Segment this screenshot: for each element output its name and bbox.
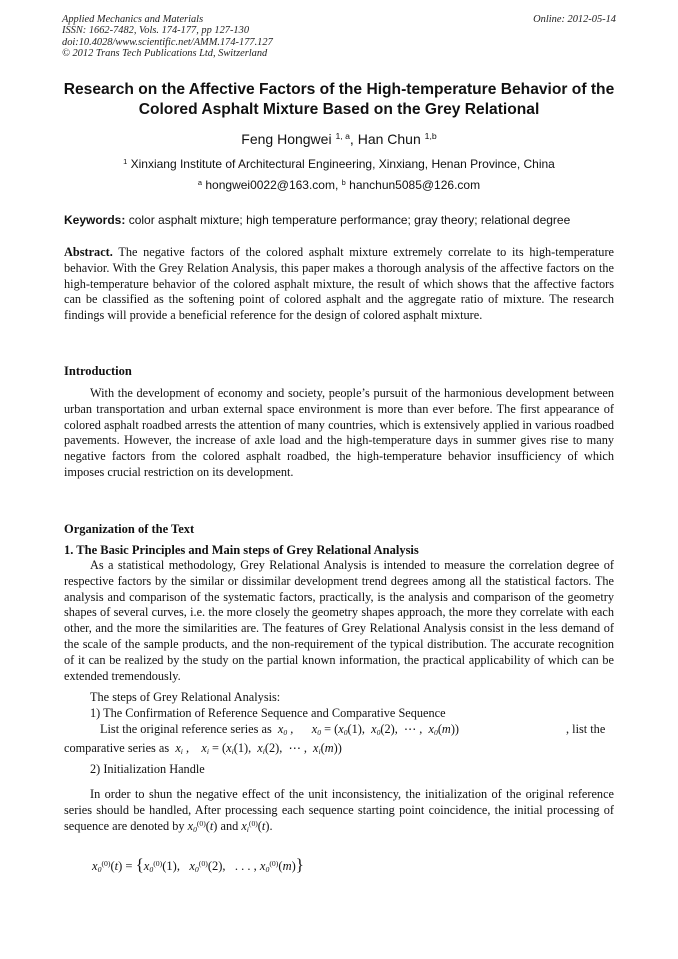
- section-1-heading: 1. The Basic Principles and Main steps of Grey Relational Analysis: [64, 543, 419, 557]
- introduction-text: With the development of economy and society, people’s pursuit of the harmonious development between urban transportation and urban external space environment is more than ever before. The first appearance of colored asphalt roadbed arrests the attention of many countries, which is extensively applied in various roadbed pavements. However, the increase of axle load and the high-temperature days in summer gives rise to many negative factors from the colored asphalt roadbed, the high-temperature behavior insufficiency of which imposes crucial restriction on its development.: [64, 386, 614, 479]
- abstract-label: Abstract.: [64, 245, 113, 259]
- affiliation-text: Xinxiang Institute of Architectural Engineering, Xinxiang, Henan Province, China: [130, 157, 555, 171]
- affiliation: [0, 157, 678, 172]
- online-date: Online: 2012-05-14: [533, 14, 616, 25]
- author-2: Han Chun: [357, 131, 421, 147]
- list-reference-text: List the original reference series as: [100, 722, 272, 736]
- copyright-line: © 2012 Trans Tech Publications Ltd, Switzerland: [62, 47, 268, 59]
- step-1-heading: 1) The Confirmation of Reference Sequence and Comparative Sequence: [90, 706, 446, 720]
- email-b: hanchun5085@126.com: [349, 178, 481, 192]
- abstract-text: The negative factors of the colored asphalt mixture extremely correlate to its high-temperature behavior. With the Grey Relation Analysis, this paper makes a thorough analysis of the affective factors on the high-temperature behavior of the colored asphalt mixture, the result of which shows that the affective factors can be classified as the softening point of colored asphalt and the aggregate ratio of mixture. The research findings will provide a beneficial reference for the design of colored asphalt mixture.: [64, 245, 614, 323]
- keywords-label: Keywords:: [64, 213, 126, 227]
- comparative-series-line: [64, 741, 342, 757]
- comparative-text: comparative series as: [64, 741, 170, 755]
- author-1: Feng Hongwei: [241, 131, 332, 147]
- email-a: hongwei0022@163.com,: [205, 178, 339, 192]
- x0-initial-symbol: $x_0^{(0)}(t)$: [187, 818, 218, 834]
- list-the-tail: , list the: [566, 722, 606, 736]
- step-2-heading: 2) Initialization Handle: [90, 762, 205, 776]
- email-a-marker: a: [197, 177, 203, 187]
- running-header: [62, 14, 616, 59]
- paper-title: Research on the Affective Factors of the High-temperature Behavior of the Colored Asphalt Mixture Based on the Grey Relational: [63, 81, 615, 118]
- authors-line: [0, 130, 678, 148]
- initialization-paragraph: In order to shun the negative effect of the unit inconsistency, the initialization of the original reference series should be handled, After processing each sequence starting point coincidence, the initial processing of sequence are denoted by $x_0^{(0)}(t)$ and $x_i^{(0)}(t)$.: [64, 787, 614, 834]
- xi-initial-symbol: $x_i^{(0)}(t)$: [241, 818, 270, 834]
- author-2-affil: 1,b: [424, 131, 437, 142]
- x0-symbol: $x_0$ , $x_0 = (x_0(1)$, $x_0(2)$, ⋯ , $x_0(m)$): [274, 722, 460, 737]
- email-b-marker: b: [341, 177, 346, 187]
- reference-series-line: [100, 722, 459, 738]
- author-1-affil: 1, a: [335, 131, 350, 142]
- emails-line: [0, 178, 678, 193]
- author-separator: ,: [349, 131, 358, 147]
- introduction-heading: Introduction: [64, 364, 132, 378]
- initialization-text: In order to shun the negative effect of the unit inconsistency, the initialization of the original reference series should be handled, After processing each sequence starting point coincidence, the initial processing of sequence are denoted by: [64, 787, 614, 833]
- section-1-paragraph: As a statistical methodology, Grey Relational Analysis is intended to measure the correlation degree of respective factors by the similar or dissimilar development trend degrees among all the statistical factors. The analysis and comparison of the systematic factors, practically, is the analysis and comparison of the geometry shapes of several curves, i.e. the more closely the geometry shapes approach, the more they correlate with each other, and the more the similarities are. The features of Grey Relational Analysis consist in the less demand of the scale of the sample products, and the non-requirement of the typical distribution. The accurate recognition of it can be realized by the study on the partial known information, the practical applicability of which can be extended tremendously.: [64, 558, 614, 683]
- issn-line: ISSN: 1662-7482, Vols. 174-177, pp 127-130: [62, 25, 250, 37]
- keywords-text: color asphalt mixture; high temperature performance; gray theory; relational degree: [128, 213, 571, 227]
- organization-heading: Organization of the Text: [64, 522, 195, 536]
- steps-intro: The steps of Grey Relational Analysis:: [90, 690, 281, 704]
- and-word: and: [220, 818, 239, 833]
- affiliation-marker: 1: [123, 156, 128, 166]
- xi-symbol: $x_i$ , $x_i = (x_i(1)$, $x_i(2)$, ⋯ , $x_i(m)$): [172, 741, 342, 756]
- doi-line: doi:10.4028/www.scientific.net/AMM.174-177.127: [62, 36, 273, 48]
- initialization-equation: $x_0^{(0)}(t) = \{x_0^{(0)}(1)$, $x_0^{(0)}(2)$, . . . , $x_0^{(0)}(m)$}: [92, 855, 304, 874]
- abstract: [64, 245, 614, 324]
- journal-name: Applied Mechanics and Materials: [62, 14, 204, 25]
- keywords: [64, 213, 616, 228]
